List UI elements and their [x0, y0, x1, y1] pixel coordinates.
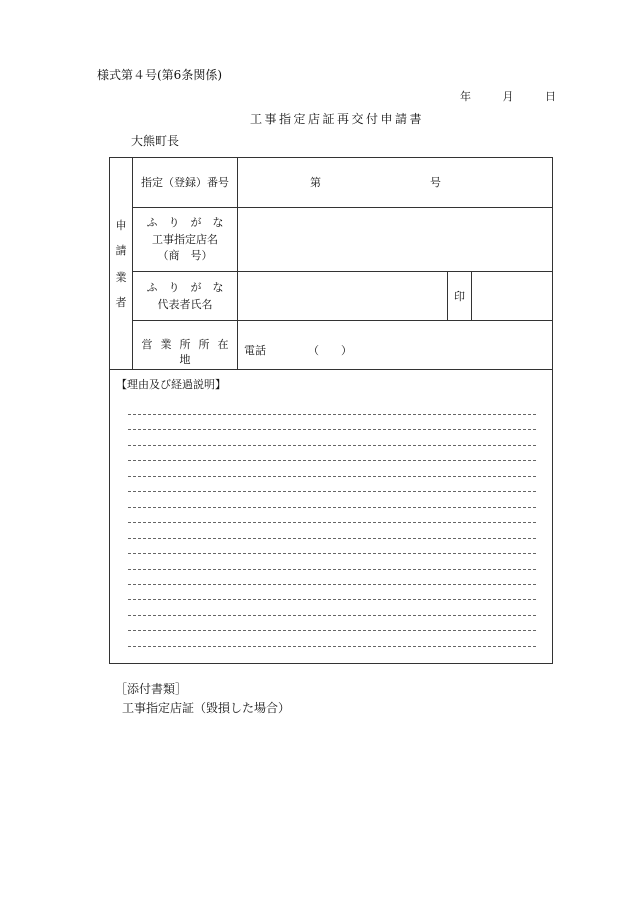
date-month: 月: [502, 90, 514, 103]
reg-number-suffix[interactable]: 号: [430, 176, 441, 189]
reason-writing-line[interactable]: [128, 491, 536, 492]
attachments-item: 工事指定店証（毀損した場合）: [122, 701, 291, 715]
reason-writing-line[interactable]: [128, 445, 536, 446]
store-name-label: 工事指定店名: [152, 233, 218, 246]
reason-writing-line[interactable]: [128, 460, 536, 461]
reason-writing-line[interactable]: [128, 522, 536, 523]
application-form-table: [109, 157, 553, 664]
applicant-label-char: 者: [115, 296, 127, 309]
attachments-heading: ［添付書類］: [115, 682, 188, 696]
representative-furigana: ふ り が な: [146, 281, 224, 294]
store-name-sublabel: （商 号）: [157, 249, 213, 262]
office-location-label: 営業所所在地: [141, 338, 237, 366]
applicant-label-char: 業: [115, 271, 127, 284]
reason-writing-line[interactable]: [128, 476, 536, 477]
reason-writing-line[interactable]: [128, 553, 536, 554]
divider: [132, 271, 552, 272]
divider: [132, 207, 552, 208]
reason-writing-line[interactable]: [128, 630, 536, 631]
addressee: 大熊町長: [131, 134, 180, 148]
date-day: 日: [545, 90, 556, 103]
phone-label: 電話: [244, 344, 266, 357]
reason-writing-line[interactable]: [128, 646, 536, 647]
store-name-field[interactable]: [240, 210, 550, 268]
store-name-furigana: ふ り が な: [146, 216, 224, 229]
reason-writing-line[interactable]: [128, 538, 536, 539]
divider: [471, 271, 472, 320]
phone-parens[interactable]: （ ）: [308, 344, 352, 357]
reason-writing-line[interactable]: [128, 414, 536, 415]
divider: [110, 369, 552, 370]
reason-writing-line[interactable]: [128, 507, 536, 508]
reg-number-prefix[interactable]: 第: [310, 176, 321, 189]
applicant-label-char: 請: [115, 244, 127, 257]
reason-writing-line[interactable]: [128, 584, 536, 585]
reason-writing-line[interactable]: [128, 429, 536, 430]
representative-label: 代表者氏名: [157, 298, 213, 311]
reg-number-label: 指定（登録）番号: [141, 176, 229, 189]
reason-writing-line[interactable]: [128, 615, 536, 616]
seal-label: 印: [454, 290, 465, 303]
page-title: 工事指定店証再交付申請書: [250, 112, 425, 126]
reason-writing-line[interactable]: [128, 599, 536, 600]
divider: [132, 320, 552, 321]
applicant-label-char: 申: [115, 219, 127, 232]
date-year: 年: [460, 90, 471, 103]
representative-field[interactable]: [240, 274, 445, 318]
form-number: 様式第４号(第6条関係): [97, 68, 222, 82]
reason-writing-line[interactable]: [128, 569, 536, 570]
date-line: [460, 88, 556, 104]
reason-heading: 【理由及び経過説明】: [116, 378, 226, 391]
